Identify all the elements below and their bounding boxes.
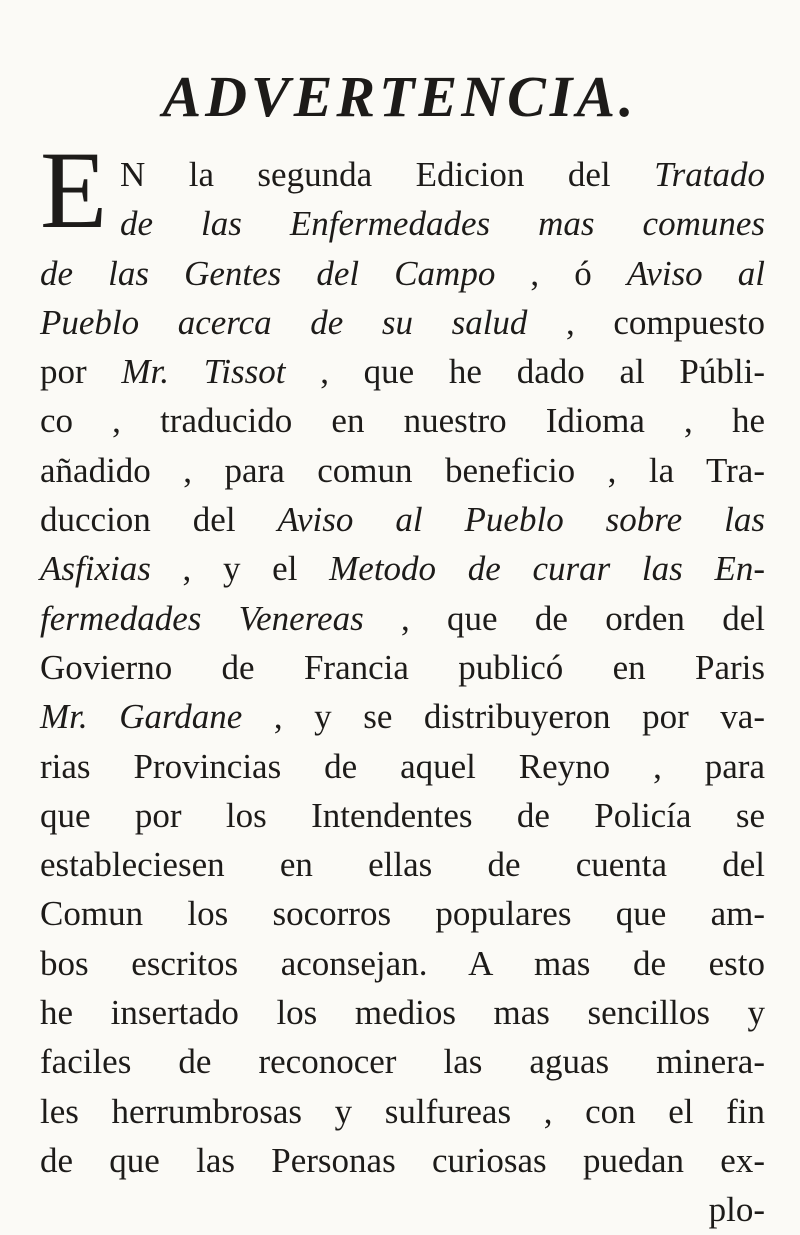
text-line xyxy=(40,1037,765,1086)
text-line xyxy=(40,495,765,544)
text-line xyxy=(40,1087,765,1136)
text-run: faciles de reconocer las aguas minera- xyxy=(40,1042,765,1082)
text-run: , que de orden del xyxy=(363,598,765,638)
text-line xyxy=(40,939,765,988)
text-run: he insertado los medios mas sencillos y xyxy=(40,993,765,1033)
text-run: , y el xyxy=(150,549,330,589)
italic-run: Mr. Gardane xyxy=(40,697,243,737)
text-line xyxy=(40,199,765,248)
catchword: plo- xyxy=(708,1190,765,1230)
text-line xyxy=(40,889,765,938)
text-line xyxy=(40,594,765,643)
text-line xyxy=(40,692,765,741)
italic-run: Tratado xyxy=(654,155,765,194)
text-run: por xyxy=(40,352,122,392)
text-run: N la segunda Edicion del xyxy=(120,155,655,194)
text-line xyxy=(40,742,765,791)
italic-run: Pueblo acerca de su salud xyxy=(40,302,528,342)
text-line xyxy=(40,791,765,840)
text-line xyxy=(40,643,765,692)
text-run: , compuesto xyxy=(527,302,765,342)
text-run: Comun los socorros populares que am- xyxy=(40,894,765,934)
body-text xyxy=(40,150,765,1235)
text-line xyxy=(40,298,765,347)
text-line xyxy=(40,396,765,445)
text-line xyxy=(40,150,765,199)
text-run: estableciesen en ellas de cuenta del xyxy=(40,845,765,885)
text-line xyxy=(40,1136,765,1185)
text-line xyxy=(40,347,765,396)
text-run: rias Provincias de aquel Reyno , para xyxy=(40,746,765,786)
text-line xyxy=(40,988,765,1037)
italic-run: Aviso al Pueblo sobre las xyxy=(277,500,765,540)
drop-cap: E xyxy=(40,129,108,251)
italic-run: de las Gentes del Campo xyxy=(40,253,496,293)
italic-run: fermedades Venereas xyxy=(40,598,364,638)
text-run: , y se distribuyeron por va- xyxy=(242,697,765,737)
text-run: , ó xyxy=(495,253,627,293)
text-line xyxy=(40,840,765,889)
text-run: co , traducido en nuestro Idioma , he xyxy=(40,401,765,441)
italic-run: Asfixias xyxy=(40,549,151,589)
text-run: Govierno de Francia publicó en Paris xyxy=(40,647,765,687)
italic-run: Aviso al xyxy=(626,253,766,293)
page-title: ADVERTENCIA. xyxy=(162,64,638,129)
text-run: añadido , para comun beneficio , la Tra- xyxy=(40,450,765,490)
text-run: de que las Personas curiosas puedan ex- xyxy=(40,1140,765,1180)
italic-run: Metodo de curar las En- xyxy=(329,549,766,589)
text-run: que por los Intendentes de Policía se xyxy=(40,795,765,835)
italic-run: Mr. Tissot xyxy=(121,352,286,392)
text-run: duccion del xyxy=(40,500,278,540)
text-line xyxy=(40,446,765,495)
text-run: les herrumbrosas y sulfureas , con el fin xyxy=(40,1091,765,1131)
text-run: , que he dado al Públi- xyxy=(285,352,766,392)
text-line xyxy=(40,544,765,593)
italic-run: de las Enfermedades mas comunes xyxy=(120,204,765,244)
text-run: bos escritos aconsejan. A mas de esto xyxy=(40,943,765,983)
text-line xyxy=(40,249,765,298)
